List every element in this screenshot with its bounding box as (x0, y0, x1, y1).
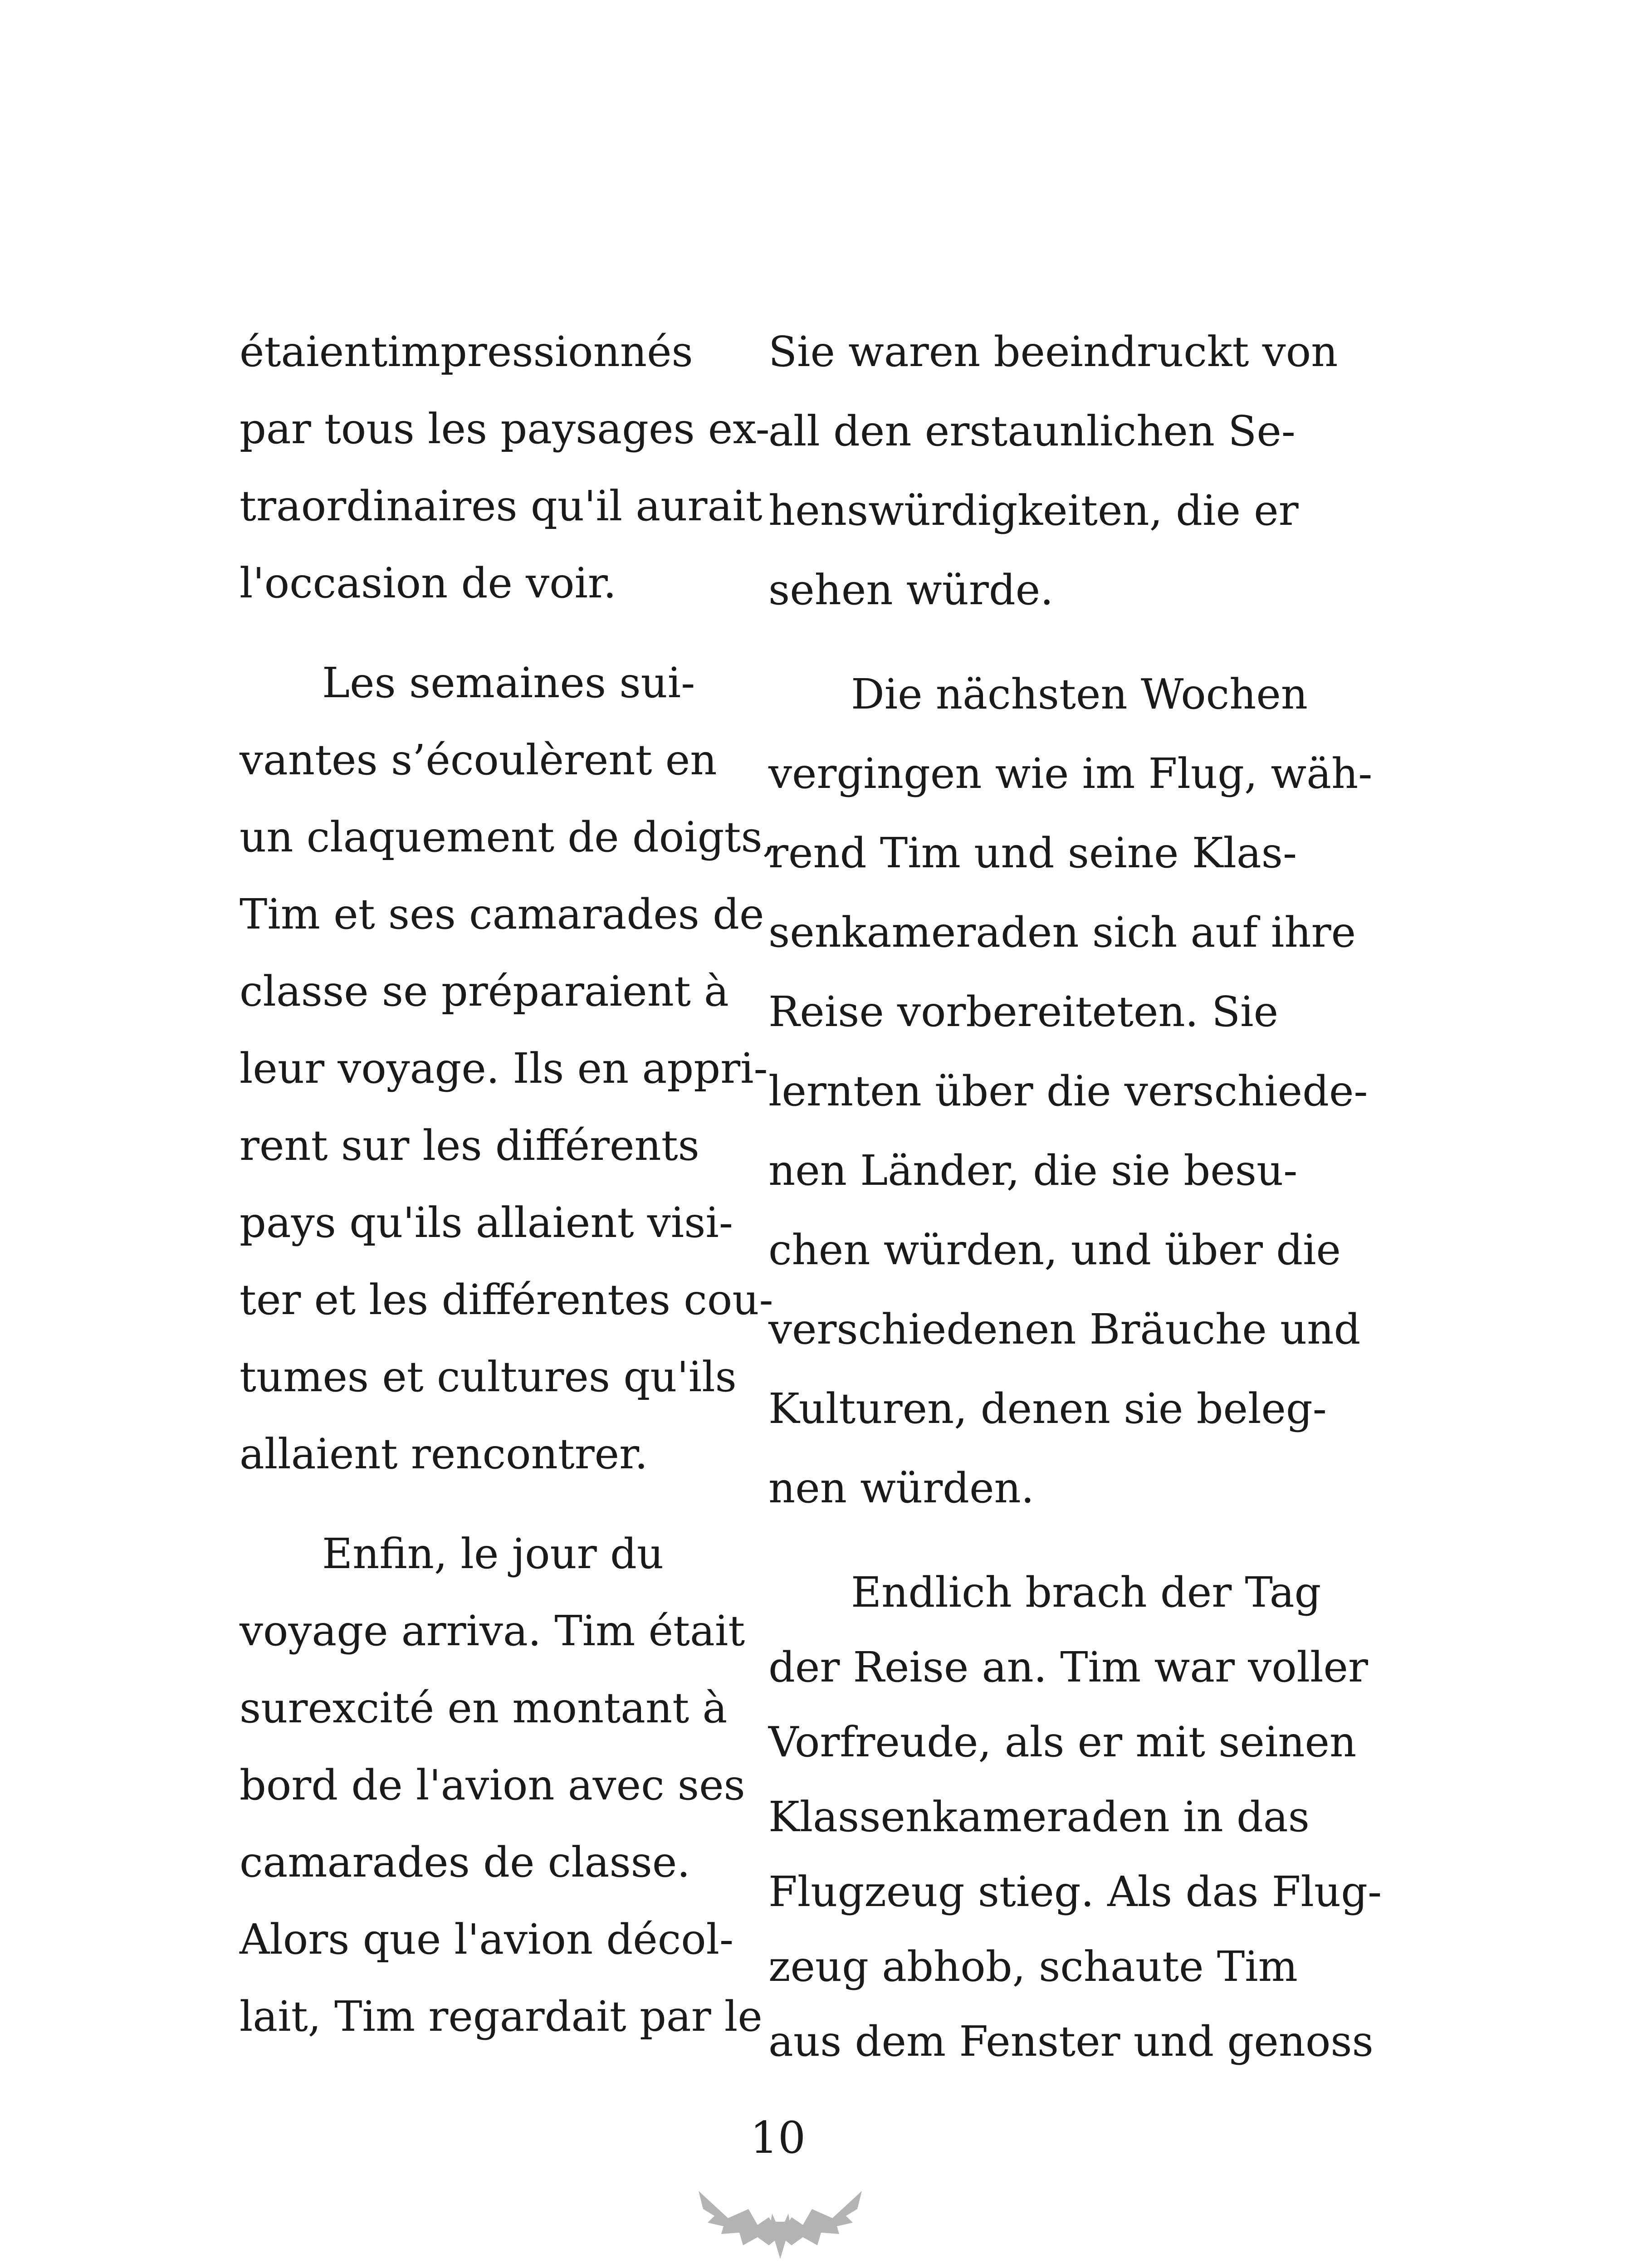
paragraph-first-line: Enfin, le jour du (322, 1530, 664, 1578)
text-line: Flugzeug stieg. Als das Flug- (768, 1867, 1382, 1916)
text-line: Tim et ses camarades de (240, 890, 764, 938)
text-line: nen würden. (768, 1464, 1035, 1512)
paragraph-first-line: Les semaines sui- (322, 659, 695, 707)
text-line: pays qu'ils allaient visi- (240, 1198, 733, 1247)
text-line: par tous les paysages ex- (240, 405, 770, 453)
text-line: der Reise an. Tim war voller (768, 1643, 1368, 1691)
bat-ornament-icon (689, 2182, 871, 2263)
text-line: Vorfreude, als er mit seinen (768, 1718, 1357, 1766)
text-line: allaient rencontrer. (240, 1430, 648, 1478)
text-line: bord de l'avion avec ses (240, 1761, 745, 1809)
text-line: surexcité en montant à (240, 1684, 728, 1732)
text-line: vergingen wie im Flug, wäh- (768, 749, 1373, 798)
text-line: rent sur les différents (240, 1121, 699, 1170)
text-line: senkameraden sich auf ihre (768, 908, 1356, 957)
text-line: Sie waren beeindruckt von (768, 327, 1338, 376)
text-line: chen würden, und über die (768, 1226, 1341, 1274)
text-line: all den erstaunlichen Se- (768, 407, 1296, 455)
paragraph-first-line: Endlich brach der Tag (851, 1568, 1321, 1617)
text-line: rend Tim und seine Klas- (768, 829, 1297, 877)
text-line: étaientimpressionnés (240, 327, 693, 376)
text-line: voyage arriva. Tim était (240, 1607, 745, 1655)
text-line: sehen würde. (768, 566, 1054, 614)
text-line: lernten über die verschiede- (768, 1067, 1368, 1115)
text-line: classe se préparaient à (240, 967, 729, 1016)
text-line: l'occasion de voir. (240, 559, 617, 607)
paragraph-first-line: Die nächsten Wochen (851, 670, 1308, 719)
bat-ornament-shape (699, 2191, 862, 2259)
text-line: tumes et cultures qu'ils (240, 1353, 737, 1401)
text-line: vantes s’écoulèrent en (240, 736, 717, 784)
text-line: Alors que l'avion décol- (240, 1915, 734, 1964)
text-line: zeug abhob, schaute Tim (768, 1942, 1298, 1991)
text-line: Reise vorbereiteten. Sie (768, 987, 1279, 1036)
text-line: ter et les différentes cou- (240, 1276, 773, 1324)
text-line: camarades de classe. (240, 1838, 690, 1887)
page-number: 10 (750, 2112, 806, 2163)
text-line: Kulturen, denen sie beleg- (768, 1384, 1327, 1433)
text-line: aus dem Fenster und genoss (768, 2017, 1374, 2066)
text-line: verschiedenen Bräuche und (768, 1305, 1361, 1354)
text-line: un claquement de doigts, (240, 813, 776, 861)
text-line: henswürdigkeiten, die er (768, 486, 1299, 535)
text-line: leur voyage. Ils en appri- (240, 1044, 768, 1093)
text-line: traordinaires qu'il aurait (240, 482, 763, 530)
text-line: Klassenkameraden in das (768, 1793, 1310, 1841)
text-line: nen Länder, die sie besu- (768, 1146, 1298, 1195)
text-line: lait, Tim regardait par le (240, 1992, 763, 2041)
